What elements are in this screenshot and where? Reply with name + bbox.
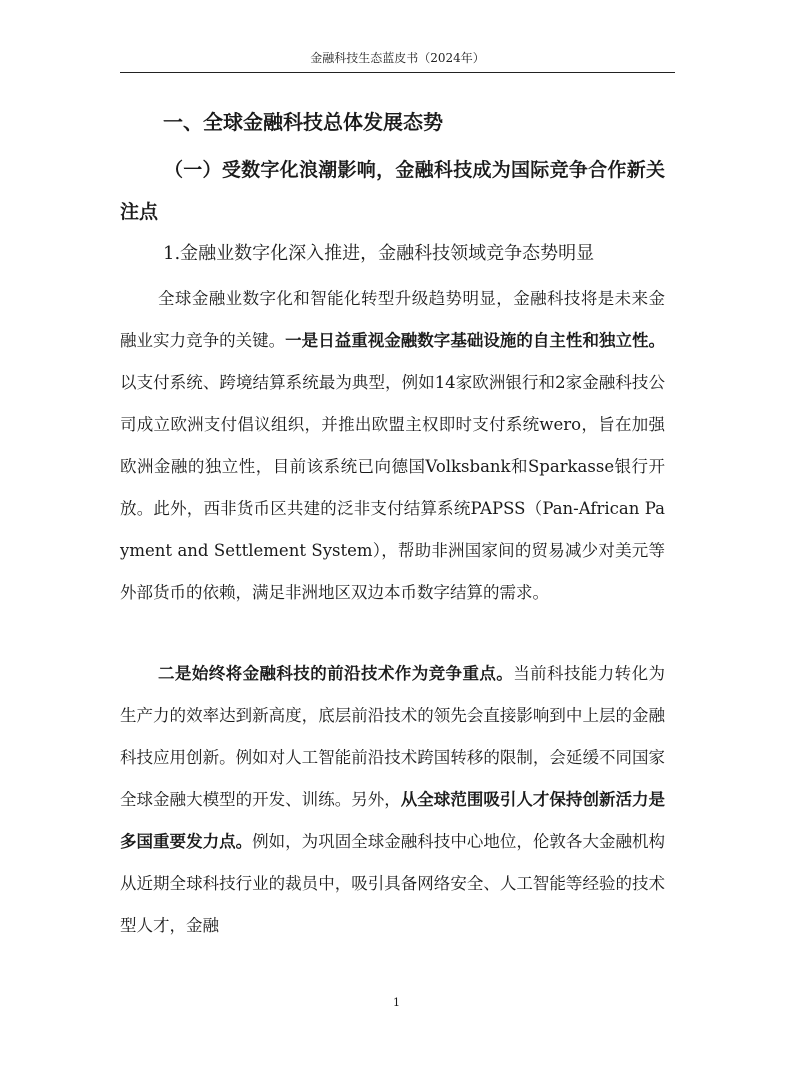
- body-paragraph-2: [120, 653, 665, 947]
- bold-key-point: 从全球范围吸引人才保持创新活力是多国重要发力点。: [120, 790, 665, 851]
- section-heading: 一、全球金融科技总体发展态势: [163, 110, 443, 134]
- bold-key-point: 一是日益重视金融数字基础设施的自主性和独立性。: [285, 331, 665, 350]
- subsubsection-heading: 1.金融业数字化深入推进，金融科技领域竞争态势明显: [163, 243, 595, 264]
- body-paragraph-1: [120, 278, 665, 614]
- header-rule: [120, 72, 675, 73]
- page-number: 1: [393, 996, 400, 1009]
- subsection-heading: （一）受数字化浪潮影响，金融科技成为国际竞争合作新关注点: [120, 159, 665, 223]
- paragraph-text: 例如，为巩固全球金融科技中心地位，伦敦各大金融机构从近期全球科技行业的裁员中，吸引具备网络安全、人工智能等经验的技术型人才，金融: [120, 832, 665, 935]
- paragraph-text: 全球金融业数字化和智能化转型升级趋势明显，金融科技将是未来金融业实力竞争的关键。: [120, 289, 665, 350]
- running-header: 金融科技生态蓝皮书（2024年）: [310, 51, 485, 65]
- bold-key-point: 二是始终将金融科技的前沿技术作为竞争重点。: [158, 664, 514, 683]
- paragraph-text: 当前科技能力转化为生产力的效率达到新高度，底层前沿技术的领先会直接影响到中上层的金融科技应用创新。例如对人工智能前沿技术跨国转移的限制，会延缓不同国家全球金融大模型的开发、训练。另外，: [120, 664, 666, 809]
- paragraph-text: 以支付系统、跨境结算系统最为典型，例如14家欧洲银行和2家金融科技公司成立欧洲支付倡议组织，并推出欧盟主权即时支付系统wero，旨在加强欧洲金融的独立性，目前该系统已向德国Volksbank和Sparkasse银行开放。此外，西非货币区共建的泛非支付结算系统PAPSS（Pan-African Payment and Settlement System），帮助非洲国家间的贸易减少对美元等外部货币的依赖，满足非洲地区双边本币数字结算的需求。: [120, 373, 665, 602]
